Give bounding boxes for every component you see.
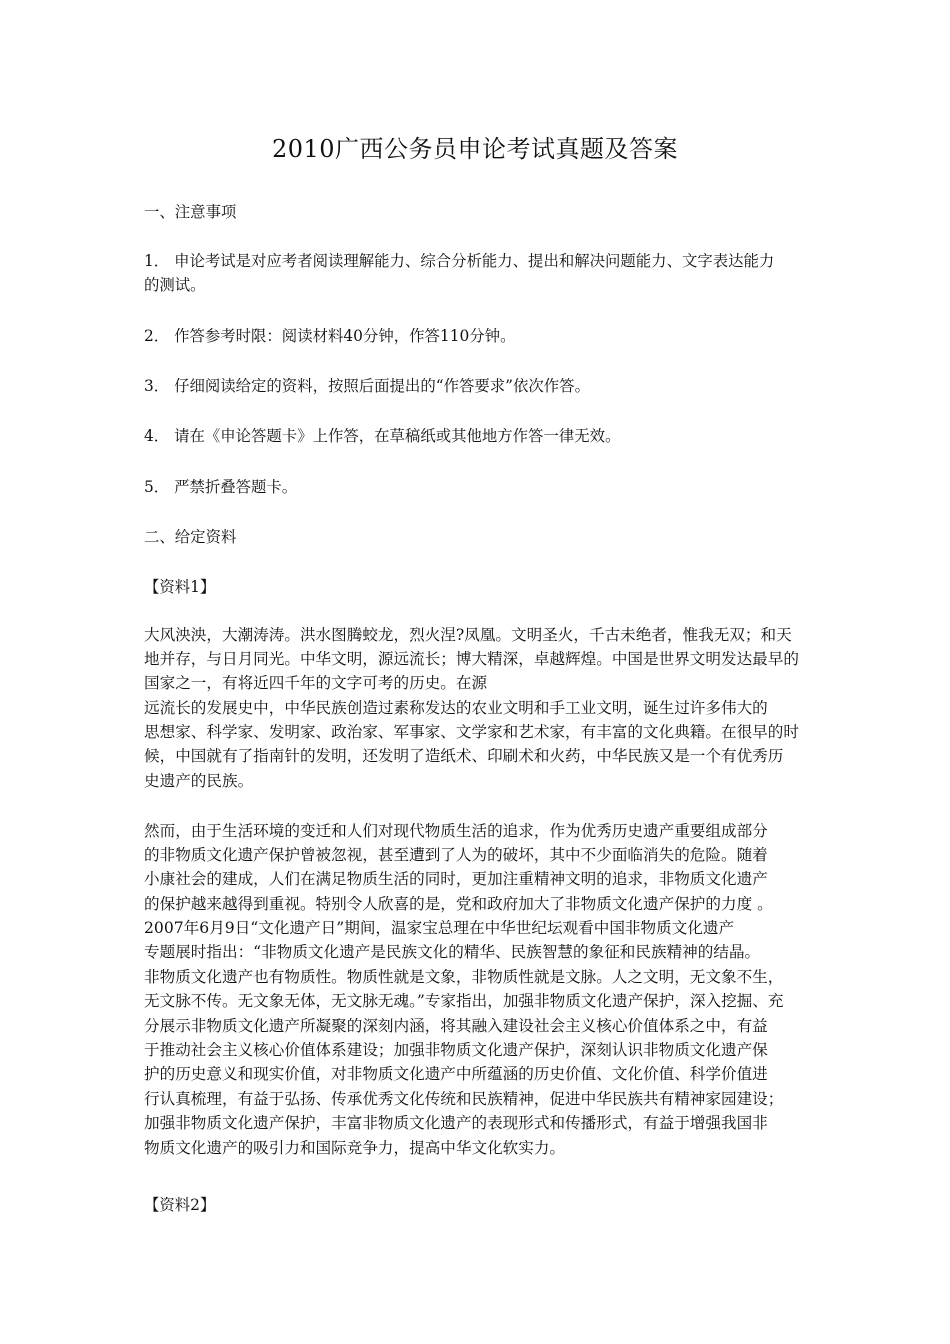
paragraph-2-line: 然而，由于生活环境的变迁和人们对现代物质生活的追求，作为优秀历史遗产重要组成部分 [144,822,768,840]
paragraph-2-line: 无文脉不传。无文象无体，无文脉无魂。”专家指出，加强非物质文化遗产保护，深入挖掘、充 [144,992,784,1010]
paragraph-2-line: 的保护越来越得到重视。特别令人欣喜的是，党和政府加大了非物质文化遗产保护的力度 。 [144,895,773,913]
paragraph-1-line: 候，中国就有了指南针的发明，还发明了造纸术、印刷术和火药，中华民族又是一个有优秀历 [144,747,784,765]
paragraph-2-line: 小康社会的建成，人们在满足物质生活的同时，更加注重精神文明的追求，非物质文化遗产 [144,870,768,888]
paragraph-2-line: 物质文化遗产的吸引力和国际竞争力，提高中华文化软实力。 [144,1139,566,1157]
paragraph-2-line: 加强非物质文化遗产保护，丰富非物质文化遗产的表现形式和传播形式，有益于增强我国非 [144,1114,768,1132]
note-4: 4． 请在《申论答题卡》上作答，在草稿纸或其他地方作答一律无效。 [144,427,621,445]
paragraph-1-line: 远流长的发展史中，中华民族创造过素称发达的农业文明和手工业文明，诞生过许多伟大的 [144,699,768,717]
material-2-heading: 【资料2】 [144,1196,216,1214]
note-1-line-1: 1． 申论考试是对应考者阅读理解能力、综合分析能力、提出和解决问题能力、文字表达能力 [144,252,775,270]
material-1-heading: 【资料1】 [144,578,216,596]
note-2: 2． 作答参考时限：阅读材料40分钟，作答110分钟。 [144,327,516,345]
paragraph-1-line: 国家之一，有将近四千年的文字可考的历史。在源 [144,674,488,692]
paragraph-1-line: 大风泱泱，大潮涛涛。洪水图腾蛟龙，烈火涅?凤凰。文明圣火，千古未绝者，惟我无双；和天 [144,626,792,644]
paragraph-2-line: 2007年6月9日“文化遗产日”期间，温家宝总理在中华世纪坛观看中国非物质文化遗产 [144,919,735,937]
paragraph-1-line: 地并存，与日月同光。中华文明，源远流长；博大精深，卓越辉煌。中国是世界文明发达最早的 [144,650,799,668]
section-heading-materials: 二、给定资料 [144,528,237,546]
section-heading-notes: 一、注意事项 [144,203,237,221]
paragraph-2-line: 护的历史意义和现实价值，对非物质文化遗产中所蕴涵的历史价值、文化价值、科学价值进 [144,1065,768,1083]
paragraph-2-line: 专题展时指出：“非物质文化遗产是民族文化的精华、民族智慧的象征和民族精神的结晶。 [144,943,761,961]
paragraph-2-line: 分展示非物质文化遗产所凝聚的深刻内涵，将其融入建设社会主义核心价值体系之中，有益 [144,1017,768,1035]
paragraph-1-line: 思想家、科学家、发明家、政治家、军事家、文学家和艺术家，有丰富的文化典籍。在很早的时 [144,723,799,741]
paragraph-2-line: 行认真梳理，有益于弘扬、传承优秀文化传统和民族精神，促进中华民族共有精神家园建设； [144,1090,784,1108]
paragraph-1-line: 史遗产的民族。 [144,772,254,790]
note-3: 3． 仔细阅读给定的资料，按照后面提出的“作答要求”依次作答。 [144,377,590,395]
note-1-line-2: 的测试。 [144,276,206,294]
paragraph-2-line: 的非物质文化遗产保护曾被忽视，甚至遭到了人为的破坏，其中不少面临消失的危险。随着 [144,846,768,864]
note-5: 5． 严禁折叠答题卡。 [144,478,298,496]
paragraph-2-line: 非物质文化遗产也有物质性。物质性就是文象，非物质性就是文脉。人之文明，无文象不生， [144,968,784,986]
paragraph-2-line: 于推动社会主义核心价值体系建设；加强非物质文化遗产保护，深刻认识非物质文化遗产保 [144,1041,768,1059]
document-title: 2010广西公务员申论考试真题及答案 [271,135,679,163]
